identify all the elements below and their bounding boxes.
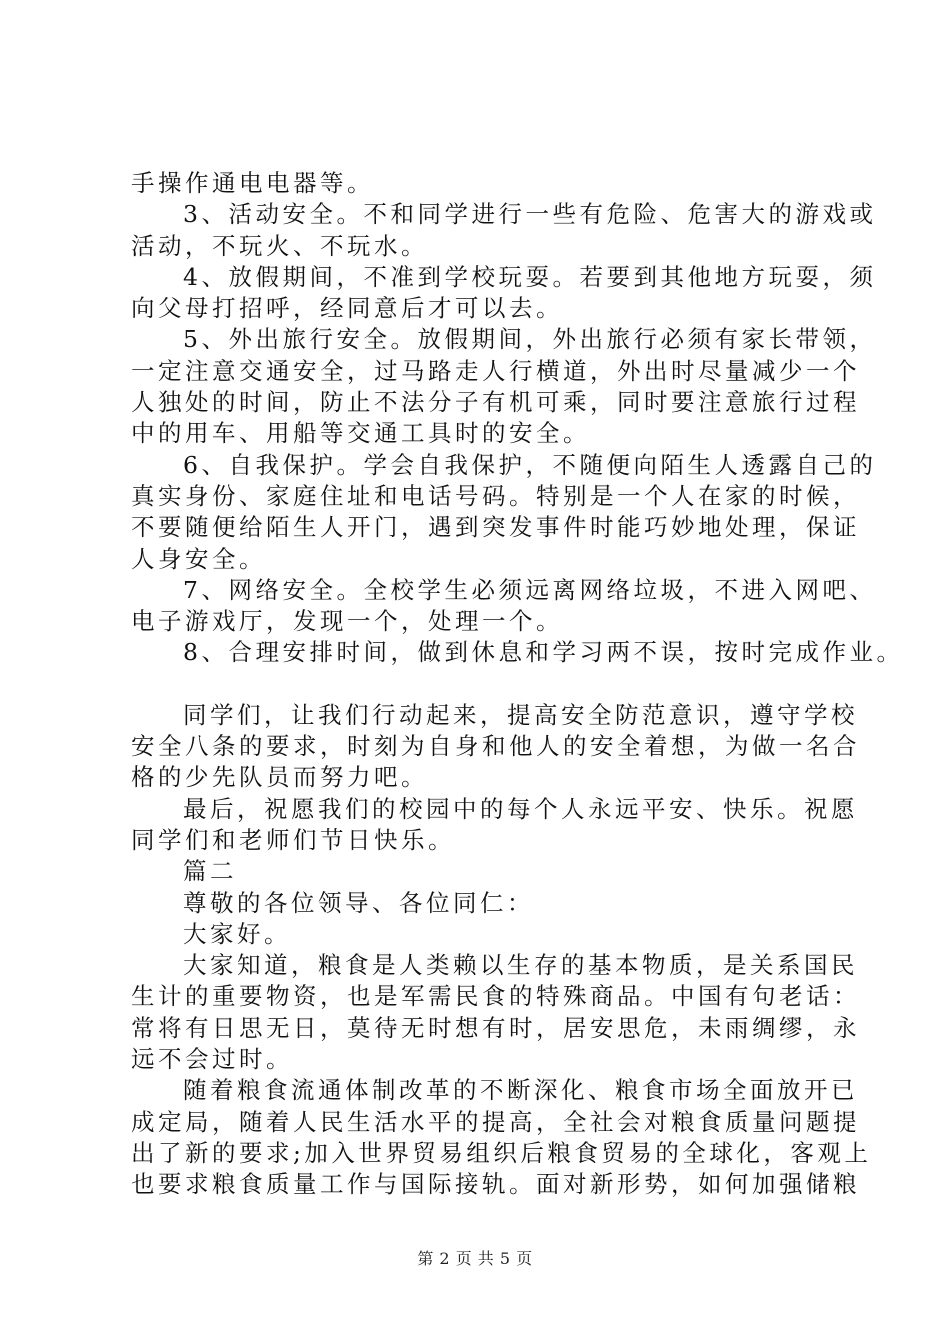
text-line: 4、放假期间，不准到学校玩耍。若要到其他地方玩耍，须	[183, 262, 877, 291]
text-line: 8、合理安排时间，做到休息和学习两不误，按时完成作业。	[183, 638, 904, 667]
text-line: 格的少先队员而努力吧。	[131, 763, 428, 792]
text-line: 大家知道，粮食是人类赖以生存的基本物质，是关系国民	[183, 951, 858, 980]
text-line: 人独处的时间，防止不法分子有机可乘，同时要注意旅行过程	[131, 388, 860, 417]
text-line: 远不会过时。	[131, 1045, 293, 1074]
text-line: 5、外出旅行安全。放假期间，外出旅行必须有家长带领，	[183, 325, 877, 354]
text-line: 安全八条的要求，时刻为自身和他人的安全着想，为做一名合	[131, 732, 860, 761]
paragraph-gap	[131, 669, 831, 700]
greeting: 大家好。	[183, 919, 291, 948]
text-line: 手操作通电电器等。	[131, 169, 374, 197]
text-line: 成定局，随着人民生活水平的提高，全社会对粮食质量问题提	[131, 1107, 860, 1136]
text-line: 一定注意交通安全，过马路走人行横道，外出时尽量减少一个	[131, 356, 860, 385]
text-line: 生计的重要物资，也是军需民食的特殊商品。中国有句老话：	[131, 982, 860, 1011]
text-line: 不要随便给陌生人开门，遇到突发事件时能巧妙地处理，保证	[131, 513, 860, 542]
text-line: 6、自我保护。学会自我保护，不随便向陌生人透露自己的	[183, 450, 877, 479]
text-line: 中的用车、用船等交通工具时的安全。	[131, 419, 590, 448]
text-line: 同学们和老师们节日快乐。	[131, 825, 455, 854]
text-line: 真实身份、家庭住址和电话号码。特别是一个人在家的时候，	[131, 481, 860, 510]
text-line: 电子游戏厅，发现一个，处理一个。	[131, 607, 563, 636]
text-line: 活动，不玩火、不玩水。	[131, 231, 428, 260]
salutation: 尊敬的各位领导、各位同仁：	[183, 888, 534, 917]
text-line: 向父母打招呼，经同意后才可以去。	[131, 294, 563, 323]
document-body	[131, 168, 904, 1201]
text-line: 也要求粮食质量工作与国际接轨。面对新形势，如何加强储粮	[131, 1170, 860, 1199]
page-number-footer: 第 2 页 共 5 页	[417, 1249, 533, 1268]
text-line: 常将有日思无日，莫待无时想有时，居安思危，未雨绸缪，永	[131, 1013, 860, 1042]
text-line: 出了新的要求;加入世界贸易组织后粮食贸易的全球化，客观上	[131, 1138, 872, 1167]
section-heading: 篇二	[183, 857, 237, 886]
text-line: 人身安全。	[131, 544, 266, 573]
text-line: 同学们，让我们行动起来，提高安全防范意识，遵守学校	[183, 700, 858, 729]
text-line: 3、活动安全。不和同学进行一些有危险、危害大的游戏或	[183, 200, 877, 229]
text-line: 7、网络安全。全校学生必须远离网络垃圾，不进入网吧、	[183, 575, 877, 604]
text-line: 最后，祝愿我们的校园中的每个人永远平安、快乐。祝愿	[183, 794, 858, 823]
text-line: 随着粮食流通体制改革的不断深化、粮食市场全面放开已	[183, 1076, 858, 1105]
